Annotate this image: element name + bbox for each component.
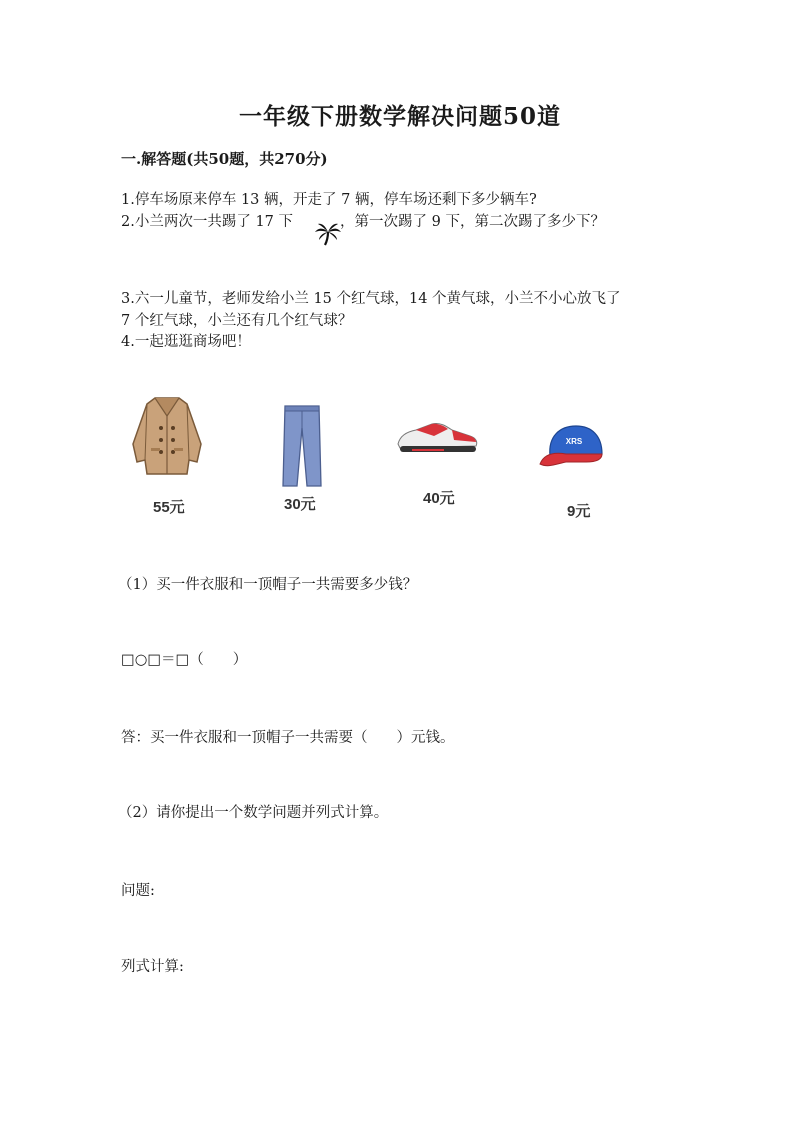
question-4: 4.一起逛逛商场吧！ <box>121 334 251 350</box>
question-label: 问题: <box>121 883 155 899</box>
subquestion-2: （2）请你提出一个数学问题并列式计算。 <box>118 805 389 821</box>
palm-tree-icon <box>314 222 342 246</box>
jeans-icon <box>281 404 323 488</box>
question-3-line2: 7 个红气球，小兰还有几个红气球？ <box>121 313 353 329</box>
price-sneakers: 40元 <box>423 490 455 507</box>
question-2-part2: ，第一次踢了 9 下，第二次踢了多少下？ <box>340 214 605 230</box>
page-title: 一年级下册数学解决问题50道 <box>238 103 561 130</box>
cap-icon <box>536 422 608 474</box>
cap-logo-text: XRS <box>565 437 583 446</box>
calculation-label: 列式计算: <box>121 959 184 975</box>
equation-template: □○□＝□（ ） <box>121 652 248 668</box>
price-jeans: 30元 <box>284 496 316 513</box>
section-heading: 一.解答题(共50题，共270分) <box>121 150 328 168</box>
price-cap: 9元 <box>567 503 591 520</box>
subquestion-1: （1）买一件衣服和一顶帽子一共需要多少钱？ <box>118 577 418 593</box>
question-3-line1: 3.六一儿童节，老师发给小兰 15 个红气球，14 个黄气球，小兰不小心放飞了 <box>121 291 621 307</box>
answer-line: 答：买一件衣服和一顶帽子一共需要（ ）元钱。 <box>121 730 455 746</box>
price-coat: 55元 <box>153 499 185 516</box>
coat-icon <box>127 394 207 480</box>
sneaker-icon <box>394 414 480 458</box>
question-1: 1.停车场原来停车 13 辆，开走了 7 辆，停车场还剩下多少辆车? <box>121 192 537 208</box>
question-2-part1: 2.小兰两次一共踢了 17 下 <box>121 214 294 230</box>
